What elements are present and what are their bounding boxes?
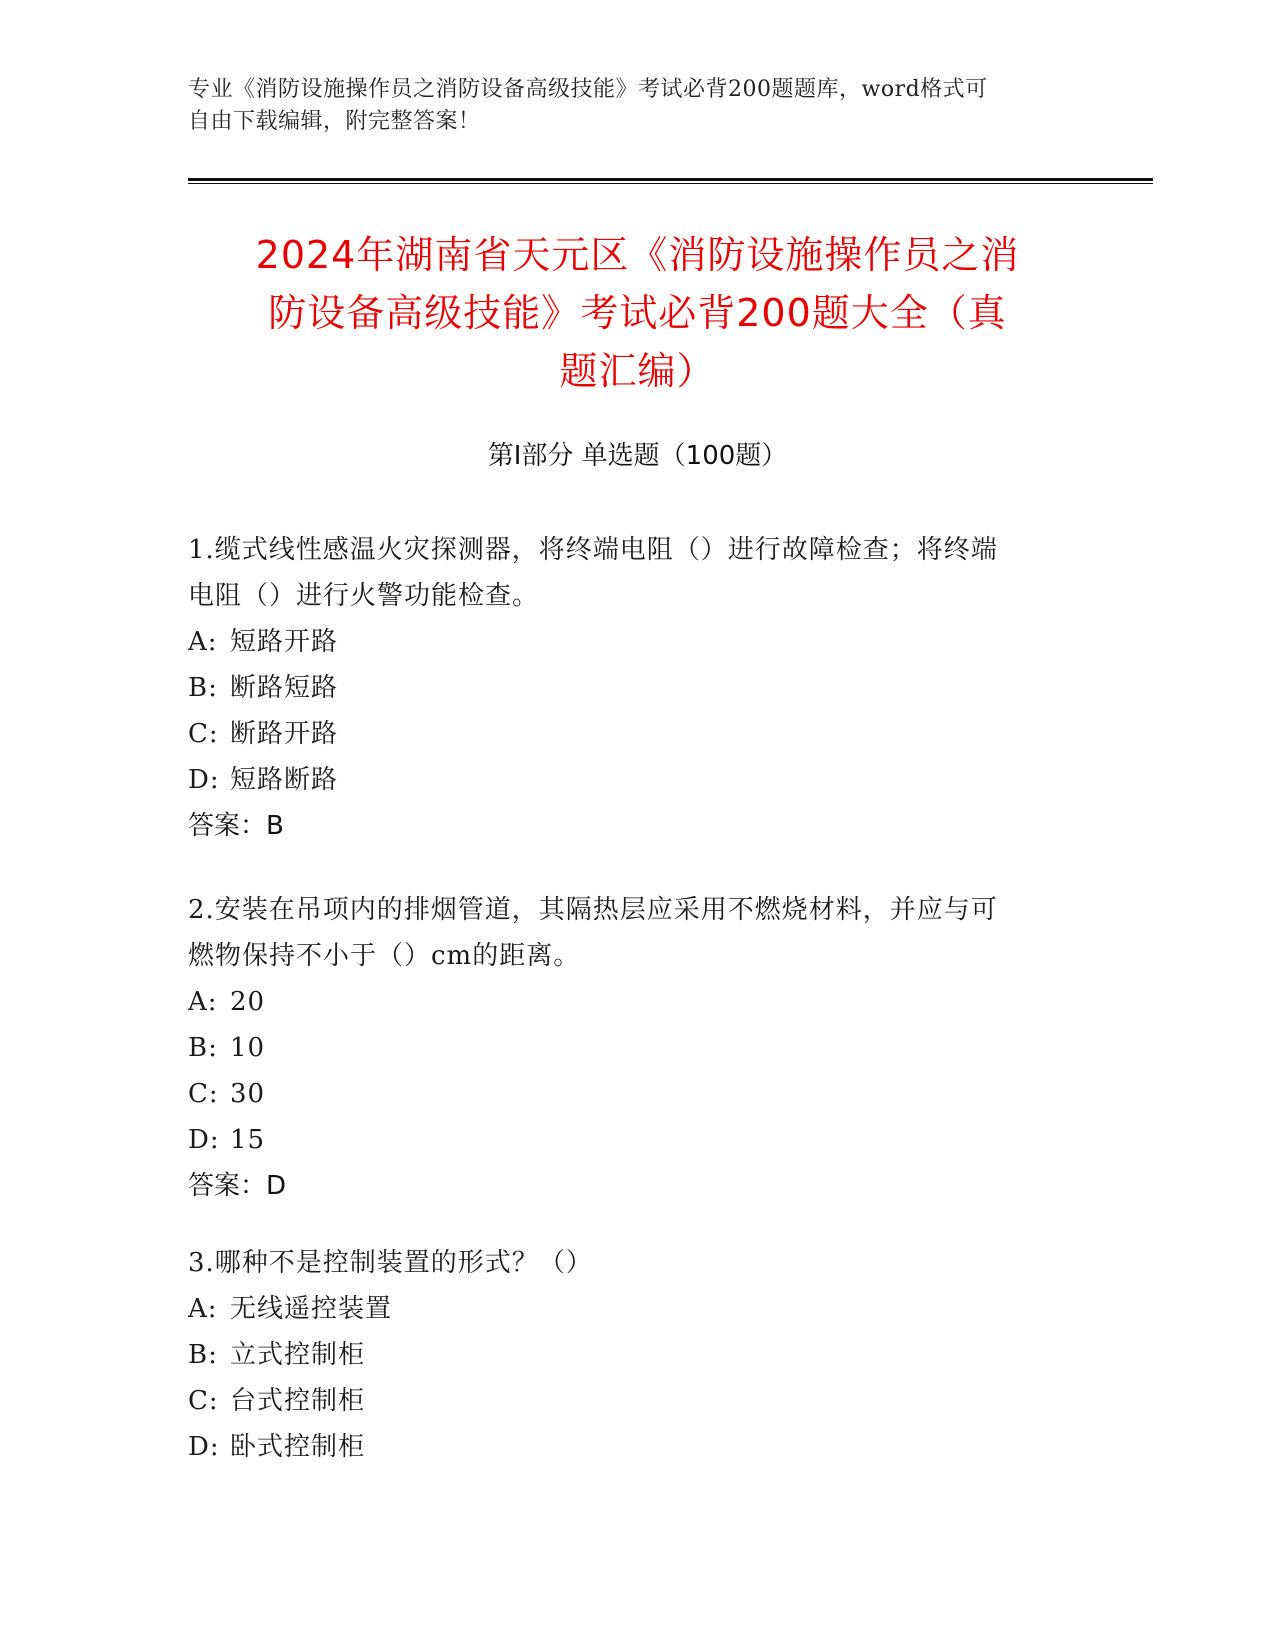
question-3 [188,1240,1088,1470]
option-key: B: [188,1033,218,1063]
question-text [188,887,1088,979]
option-key: C: [188,1079,219,1109]
option-text: 断路开路 [230,719,339,749]
header-divider-thin [188,183,1153,184]
option-key: C: [188,1386,219,1416]
option-d [188,757,1088,803]
header-divider [188,178,1153,181]
header-note-line: 专业《消防设施操作员之消防设备高级技能》考试必背200题题库，word格式可 [188,77,988,102]
question-text-line: 燃物保持不小于（）cm的距离。 [188,941,581,971]
section-heading: 第Ⅰ部分 单选题（100题） [487,441,788,471]
question-text-line: 1.缆式线性感温火灾探测器，将终端电阻（）进行故障检查；将终端 [188,535,998,565]
title-line: 题汇编） [559,349,716,393]
option-text: 30 [230,1079,266,1109]
option-key: B: [188,1340,218,1370]
option-key: A: [188,1294,218,1324]
option-key: A: [188,627,218,657]
option-text: 台式控制柜 [230,1386,366,1416]
option-key: D: [188,765,220,795]
option-text: 无线遥控装置 [230,1294,393,1324]
option-a [188,619,1088,665]
question-2 [188,887,1088,1209]
option-d [188,1117,1088,1163]
answer-line: 答案：B [188,811,284,841]
question-text [188,1240,1088,1286]
question-text [188,527,1088,619]
option-text: 立式控制柜 [230,1340,366,1370]
option-a [188,1286,1088,1332]
option-d [188,1424,1088,1470]
option-key: C: [188,719,219,749]
option-c [188,711,1088,757]
question-text-line: 电阻（）进行火警功能检查。 [188,581,540,611]
document-title [170,226,1105,400]
option-c [188,1071,1088,1117]
option-b [188,1332,1088,1378]
title-line: 防设备高级技能》考试必背200题大全（真 [268,291,1007,335]
question-text-line: 3.哪种不是控制装置的形式？（） [188,1248,593,1278]
option-text: 15 [230,1125,266,1155]
option-text: 10 [230,1033,266,1063]
option-key: D: [188,1432,220,1462]
option-text: 断路短路 [230,673,339,703]
option-key: B: [188,673,218,703]
header-note-line: 自由下载编辑，附完整答案！ [188,109,481,134]
option-c [188,1378,1088,1424]
option-text: 卧式控制柜 [230,1432,366,1462]
question-text-line: 2.安装在吊项内的排烟管道，其隔热层应采用不燃烧材料，并应与可 [188,895,998,925]
option-text: 20 [230,987,266,1017]
header-note [188,74,1068,138]
option-key: D: [188,1125,220,1155]
answer-line: 答案：D [188,1171,287,1201]
option-b [188,1025,1088,1071]
option-text: 短路断路 [230,765,339,795]
title-line: 2024年湖南省天元区《消防设施操作员之消 [255,233,1020,277]
option-text: 短路开路 [230,627,339,657]
option-key: A: [188,987,218,1017]
option-a [188,979,1088,1025]
question-1 [188,527,1088,849]
option-b [188,665,1088,711]
